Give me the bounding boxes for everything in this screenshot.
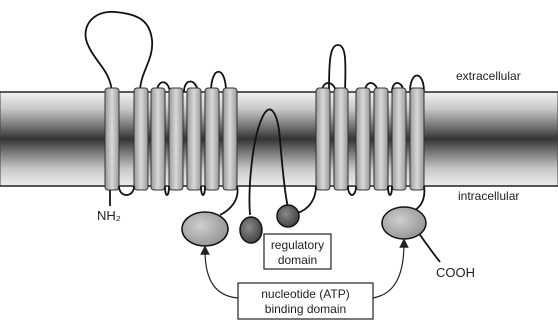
extracellular-loops (86, 12, 424, 92)
tm-helix (205, 88, 219, 190)
tm-helix (356, 88, 370, 190)
nbd-label-line1: nucleotide (ATP) (261, 287, 350, 301)
tm-helix (151, 88, 165, 190)
regulatory-label-line1: regulatory (270, 238, 325, 252)
regulatory-ball-1 (240, 217, 262, 243)
regulatory-ball-2 (277, 205, 299, 227)
tm-helix (374, 88, 388, 190)
intracellular-label: intracellular (458, 189, 520, 203)
tm-helix (169, 88, 183, 190)
tm-helix (316, 88, 330, 190)
regulatory-label-line2: domain (277, 253, 318, 267)
regulatory-domain-label (264, 234, 331, 269)
tm-helix (134, 88, 148, 190)
c-terminus-label: COOH (436, 265, 475, 280)
tm-helix (410, 88, 424, 190)
membrane (0, 92, 558, 186)
nbd1-ellipse (182, 212, 228, 246)
tm-helix (187, 88, 201, 190)
arrow-to-nbd2 (373, 243, 404, 298)
tm-helix (105, 88, 119, 190)
arrow-to-nbd1 (205, 250, 238, 298)
n-terminus-label: NH₂ (97, 208, 121, 223)
nbd-label-line2: binding domain (264, 302, 347, 316)
nbd2-ellipse (382, 207, 426, 239)
nbd-label (238, 283, 373, 319)
tm-helix (334, 88, 348, 190)
extracellular-label: extracellular (456, 69, 521, 83)
tm-helix (392, 88, 406, 190)
tm-helix (223, 88, 237, 190)
